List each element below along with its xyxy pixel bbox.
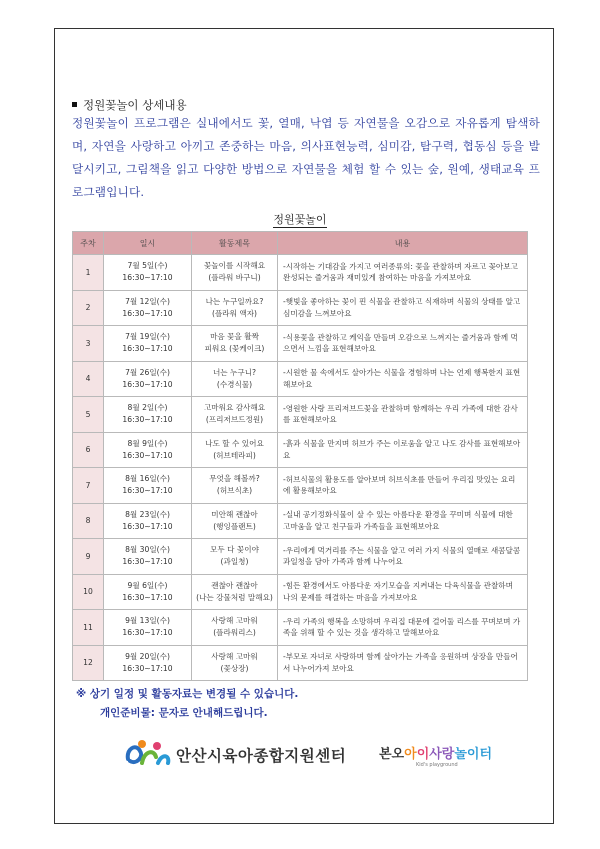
week-number: 6 [85, 445, 91, 455]
cell-date [104, 361, 192, 397]
table-row [73, 255, 528, 291]
activity-subtitle: 피워요 (꽃케이크) [204, 344, 265, 354]
cell-content [278, 397, 528, 433]
notice-line-2: 개인준비물: 문자로 안내해드립니다. [100, 707, 268, 719]
table-header-row [73, 232, 528, 255]
table-title-text: 정원꽃놀이 [273, 213, 327, 226]
week-number: 12 [83, 658, 93, 668]
date-text: 9월 20일(수) [125, 651, 170, 661]
activity-title: 미안해 괜찮아 [211, 509, 258, 519]
activity-subtitle: (허브테라피) [213, 450, 256, 460]
date-text: 7월 26일(수) [125, 367, 170, 377]
time-text: 16:30~17:10 [122, 486, 173, 496]
week-number: 2 [85, 303, 91, 313]
activity-title: 사랑해 고마워 [211, 651, 258, 661]
activity-subtitle: (허브식초) [216, 486, 253, 496]
activity-subtitle: (과일청) [220, 557, 249, 567]
table-row [73, 610, 528, 646]
section-heading [72, 97, 187, 113]
table-body [73, 255, 528, 681]
center-logo [124, 737, 504, 771]
cell-date [104, 539, 192, 575]
playground-char-4: 놀이터 [454, 747, 493, 762]
content-text: -흙과 식물을 만지며 허브가 주는 이로움을 알고 나도 감사를 표현해보아요 [283, 439, 521, 460]
cell-week [73, 468, 104, 504]
children-logo-icon [124, 737, 172, 769]
cell-week [73, 290, 104, 326]
cell-activity [192, 574, 278, 610]
header-activity: 활동제목 [192, 232, 278, 255]
activity-title: 마음 꽃을 활짝 [210, 332, 259, 342]
playground-name [379, 743, 492, 762]
week-number: 5 [85, 409, 91, 419]
content-text: -힘든 환경에서도 아름다운 자기모습을 지켜내는 다육식물을 관찰하며 나의 문제를 해결하는 마음을 가져보아요 [283, 581, 513, 602]
activity-subtitle: (행잉플랜트) [213, 521, 256, 531]
activity-subtitle: (플라워 액자) [211, 308, 258, 318]
activity-title: 괜찮아 괜찮아 [211, 580, 258, 590]
cell-date [104, 645, 192, 681]
activity-subtitle: (플라워리스) [213, 628, 256, 638]
table-row [73, 503, 528, 539]
cell-activity [192, 610, 278, 646]
table-row [73, 645, 528, 681]
cell-activity [192, 432, 278, 468]
content-text: -우리에게 먹거리를 주는 식물을 알고 여러 가지 식물의 열매로 새콤달콤 과일청을 담아 가족과 함께 나누어요 [283, 545, 521, 567]
table-title [0, 211, 600, 227]
section-heading-text: 정원꽃놀이 상세내용 [83, 98, 187, 112]
date-text: 9월 13일(수) [125, 616, 170, 626]
week-number: 3 [85, 338, 91, 348]
cell-date [104, 610, 192, 646]
cell-content [278, 610, 528, 646]
cell-week [73, 255, 104, 291]
schedule-table [72, 231, 528, 681]
time-text: 16:30~17:10 [122, 628, 173, 638]
week-number: 7 [85, 480, 91, 490]
date-text: 8월 23일(수) [125, 509, 170, 519]
cell-content [278, 290, 528, 326]
cell-date [104, 503, 192, 539]
activity-title: 너는 누구니? [212, 367, 257, 377]
content-text: -실내 공기정화식물이 살 수 있는 아름다운 환경을 꾸미며 식물에 대한 고마움을 알고 친구들과 가족들을 표현해보아요 [283, 510, 513, 531]
content-text: -식용꽃을 관찰하고 케익을 만들며 오감으로 느껴지는 즐거움과 함께 먹으면서 느낌을 표현해보아요 [283, 332, 518, 354]
cell-week [73, 432, 104, 468]
activity-title: 사랑해 고마워 [211, 616, 258, 626]
cell-date [104, 432, 192, 468]
table-row [73, 397, 528, 433]
date-text: 8월 16일(수) [125, 474, 170, 484]
cell-date [104, 290, 192, 326]
square-bullet-icon [72, 102, 77, 107]
playground-tagline: Kid's playground [416, 762, 458, 768]
time-text: 16:30~17:10 [122, 415, 173, 425]
activity-title: 모두 다 꽃이야 [210, 545, 259, 555]
content-text: -영원한 사랑 프리저브드꽃을 관찰하며 함께하는 우리 가족에 대한 감사를 표현해보아요 [283, 403, 518, 425]
cell-activity [192, 539, 278, 575]
cell-week [73, 574, 104, 610]
header-date: 일시 [104, 232, 192, 255]
activity-title: 나도 할 수 있어요 [205, 438, 264, 448]
time-text: 16:30~17:10 [122, 344, 173, 354]
table-row [73, 468, 528, 504]
cell-date [104, 468, 192, 504]
week-number: 1 [85, 267, 91, 277]
center-name: 안산시육아종합지원센터 [176, 747, 347, 765]
table-row [73, 361, 528, 397]
date-text: 8월 30일(수) [125, 545, 170, 555]
activity-subtitle: (플라워 바구니) [208, 273, 261, 283]
cell-content [278, 326, 528, 362]
intro-paragraph: 정원꽃놀이 프로그램은 실내에서도 꽃, 열매, 낙엽 등 자연물을 오감으로 자유롭게 탐색하며, 자연을 사랑하고 아끼고 존중하는 마음, 의사표현능력, 심미감, 탐구력, 협동심 등을 발달시키고, 그림책을 읽고 다양한 방법으로 자연물을 체험 할 수 있는 숲, 원예, 생태교육 프로그램입니다. [72, 116, 540, 199]
date-text: 9월 6일(수) [127, 580, 168, 590]
cell-date [104, 326, 192, 362]
activity-title: 나는 누구일까요? [205, 296, 264, 306]
activity-subtitle: (꽃상장) [220, 663, 249, 673]
time-text: 16:30~17:10 [122, 663, 173, 673]
table-row [73, 432, 528, 468]
cell-content [278, 468, 528, 504]
content-text: -우리 가족의 행복을 소망하며 우리집 대문에 걸어둘 리스를 꾸며보며 가족을 위해 할 수 있는 것을 생각하고 말해보아요 [283, 616, 521, 638]
table-row [73, 539, 528, 575]
notice-line-1: ※ 상기 일정 및 활동자료는 변경될 수 있습니다. [76, 688, 299, 700]
date-text: 8월 2일(수) [127, 403, 168, 413]
content-text: -시원한 물 속에서도 살아가는 식물을 경험하며 나는 언제 행복한지 표현해보아요 [283, 368, 521, 389]
time-text: 16:30~17:10 [122, 521, 173, 531]
cell-date [104, 397, 192, 433]
time-text: 16:30~17:10 [122, 592, 173, 602]
activity-subtitle: (수경식물) [216, 379, 253, 389]
table-row [73, 290, 528, 326]
cell-activity [192, 503, 278, 539]
time-text: 16:30~17:10 [122, 379, 173, 389]
cell-activity [192, 397, 278, 433]
header-week: 주차 [73, 232, 104, 255]
cell-activity [192, 290, 278, 326]
cell-date [104, 255, 192, 291]
week-number: 8 [85, 516, 91, 526]
activity-subtitle: (프리저브드정원) [205, 415, 264, 425]
cell-week [73, 361, 104, 397]
activity-title: 꽃놀이를 시작해요 [203, 261, 266, 271]
cell-week [73, 539, 104, 575]
cell-activity [192, 361, 278, 397]
playground-char-2: 이 [416, 747, 430, 762]
playground-char-3: 사랑 [429, 747, 455, 762]
activity-subtitle: (나는 강물처럼 말해요) [196, 592, 273, 602]
cell-activity [192, 645, 278, 681]
cell-activity [192, 326, 278, 362]
time-text: 16:30~17:10 [122, 273, 173, 283]
time-text: 16:30~17:10 [122, 308, 173, 318]
content-text: -허브식물의 활용도를 알아보며 허브식초를 만들어 우리집 맛있는 요리에 활용해보아요 [283, 474, 516, 496]
cell-date [104, 574, 192, 610]
cell-content [278, 255, 528, 291]
time-text: 16:30~17:10 [122, 557, 173, 567]
date-text: 7월 12일(수) [125, 296, 170, 306]
table-row [73, 326, 528, 362]
content-text: -부모로 자녀로 사랑하며 함께 살아가는 가족을 응원하며 상장을 만들어서 나누어가져 보아요 [283, 652, 518, 673]
date-text: 7월 5일(수) [127, 261, 168, 271]
activity-title: 무엇을 해볼까? [209, 474, 260, 484]
cell-activity [192, 468, 278, 504]
week-number: 11 [83, 622, 93, 632]
table-row [73, 574, 528, 610]
header-content: 내용 [278, 232, 528, 255]
time-text: 16:30~17:10 [122, 450, 173, 460]
cell-content [278, 432, 528, 468]
week-number: 9 [85, 551, 91, 561]
cell-content [278, 539, 528, 575]
playground-char-1: 아 [404, 747, 417, 762]
cell-content [278, 503, 528, 539]
cell-content [278, 574, 528, 610]
playground-prefix: 본오 [379, 747, 405, 762]
week-number: 4 [85, 374, 91, 384]
cell-content [278, 361, 528, 397]
cell-content [278, 645, 528, 681]
cell-week [73, 645, 104, 681]
week-number: 10 [83, 587, 93, 597]
content-text: -햇빛을 좋아하는 꽃이 핀 식물을 관찰하고 식재하며 식물의 상태를 알고 심미감을 느껴보아요 [283, 297, 521, 318]
cell-week [73, 610, 104, 646]
activity-title: 고마워요 감사해요 [203, 403, 266, 413]
content-text: -시작하는 기대감을 가지고 여러종류의: 꽃을 관찰하며 자르고 꽂아보고 완성되는 즐거움과 재미있게 참여하는 마음을 가져보아요 [283, 261, 518, 283]
cell-week [73, 326, 104, 362]
cell-activity [192, 255, 278, 291]
date-text: 8월 9일(수) [127, 438, 168, 448]
cell-week [73, 397, 104, 433]
cell-week [73, 503, 104, 539]
date-text: 7월 19일(수) [125, 332, 170, 342]
